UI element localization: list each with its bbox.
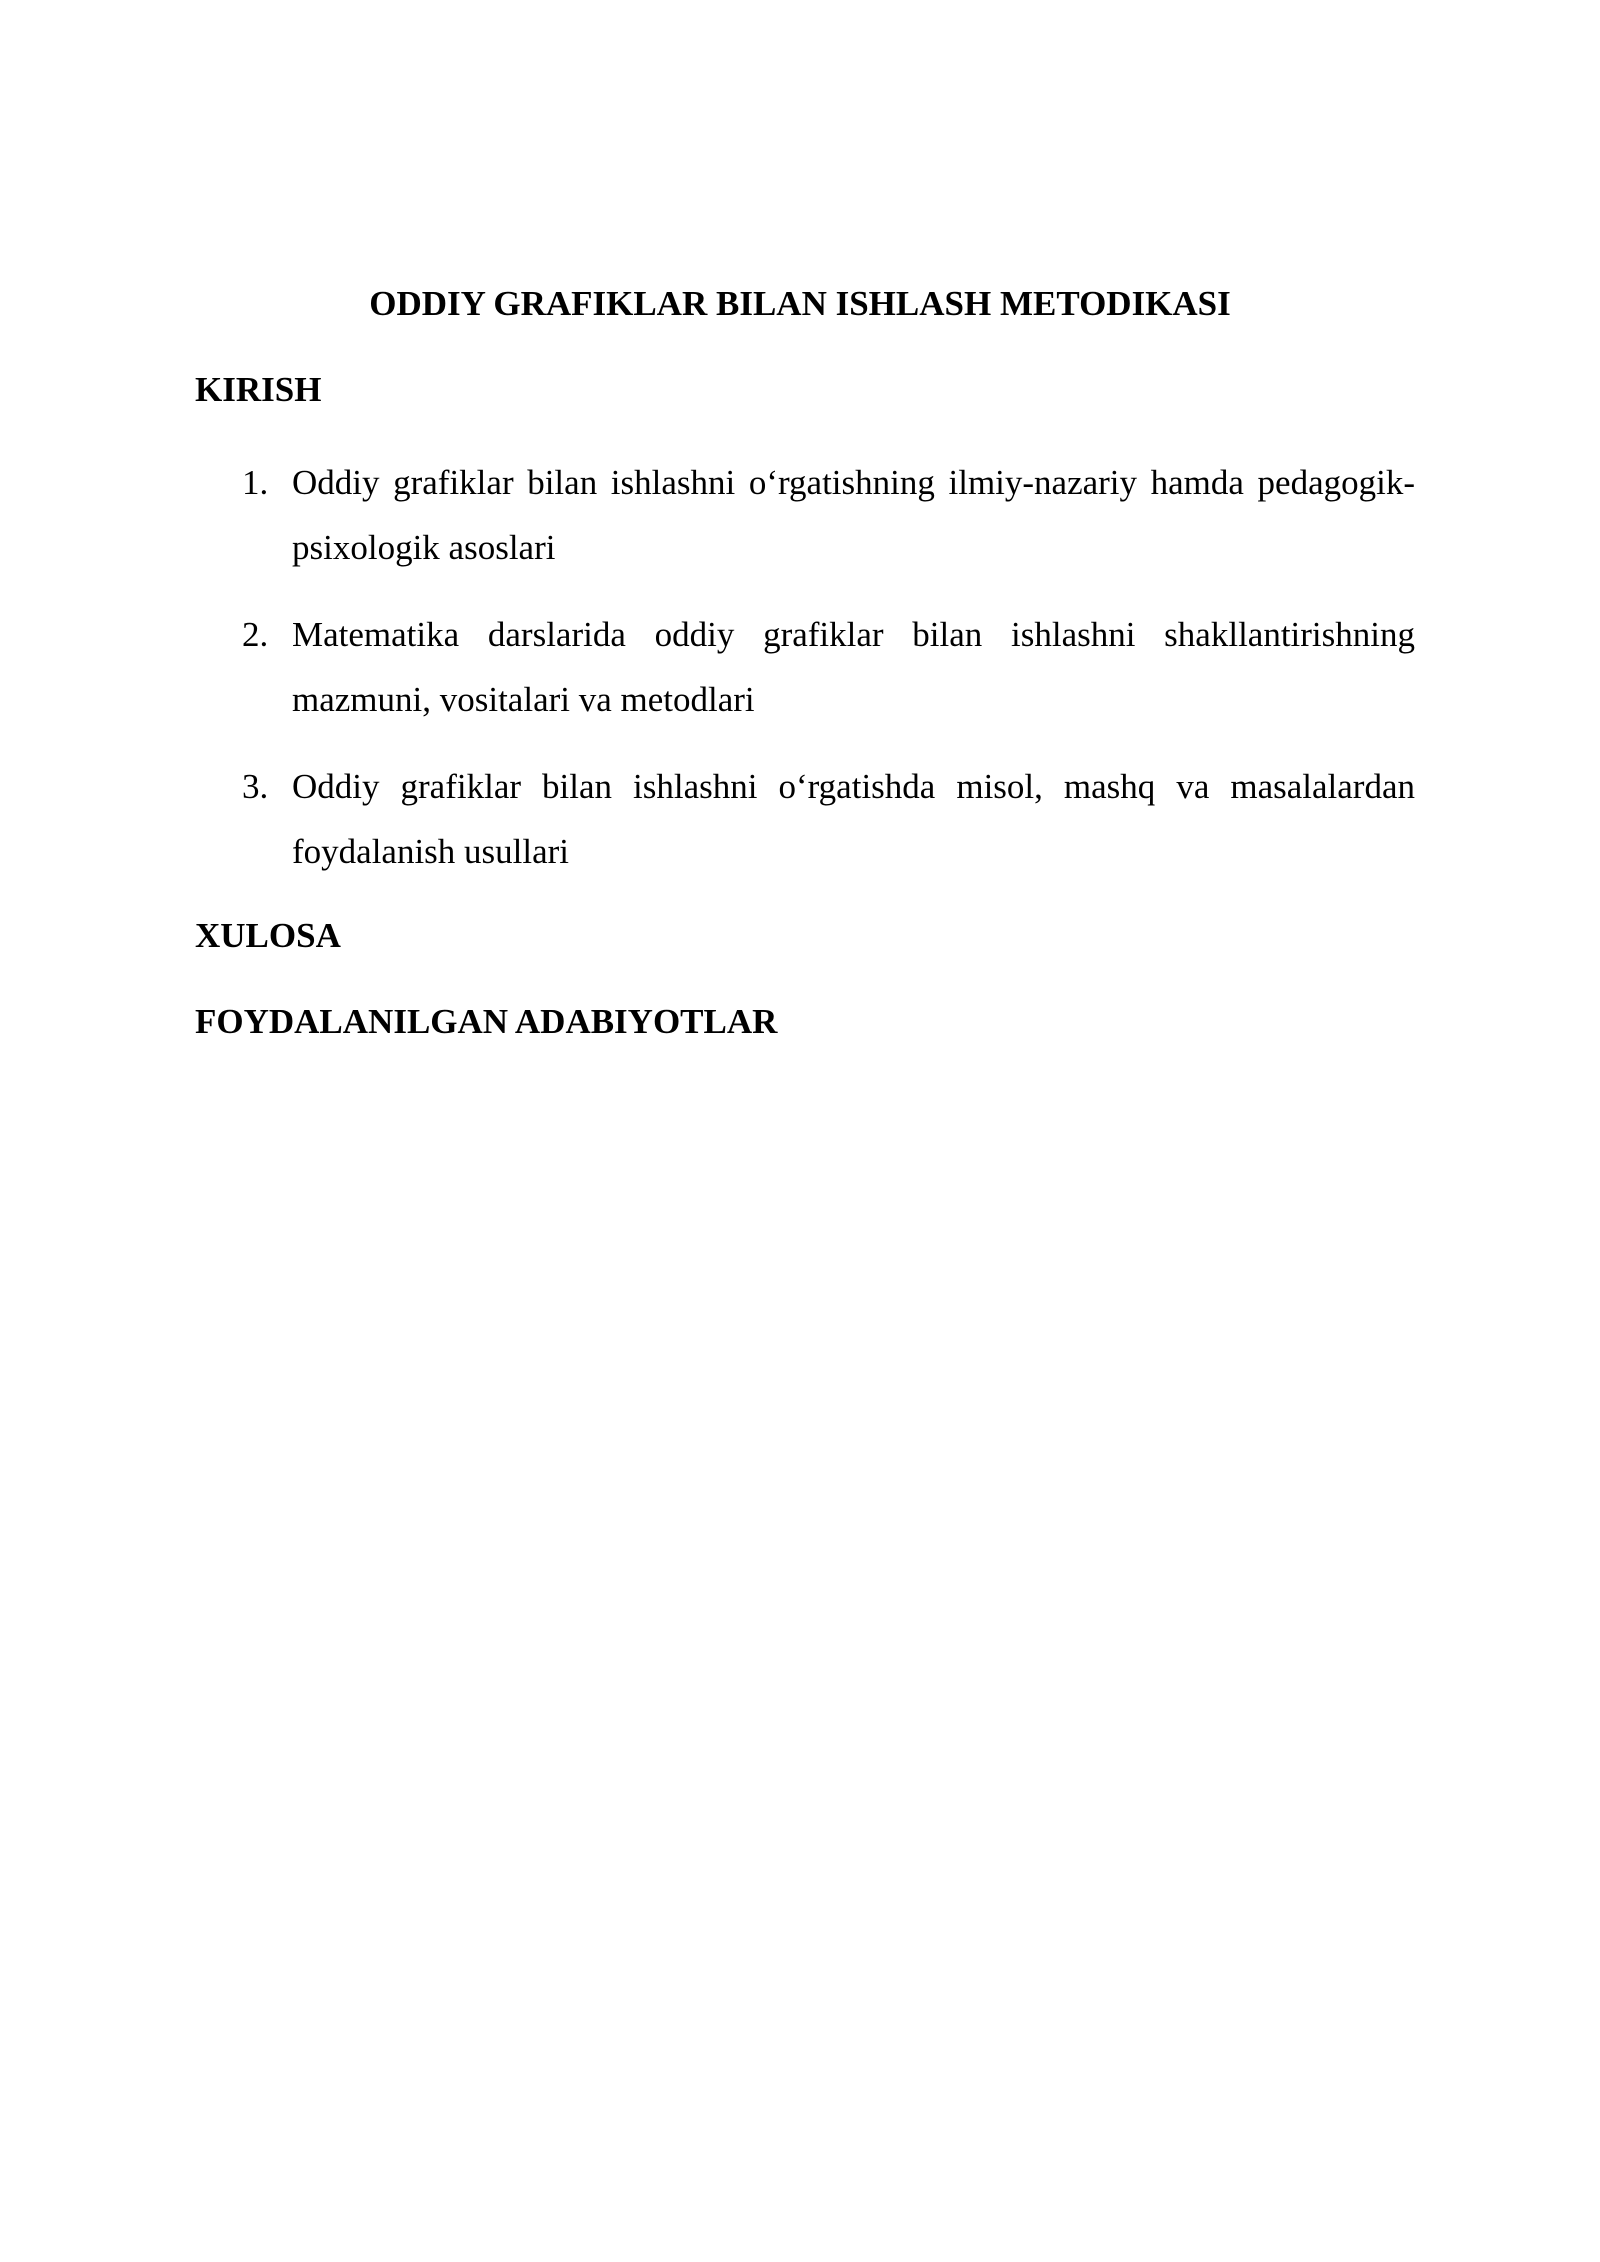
chapter-text: Oddiy grafiklar bilan ishlashni o‘rgatishda misol, mashq va masalalardan foydalanish usullari [292, 767, 1415, 871]
chapter-item [195, 754, 1415, 884]
chapter-number: 2. [242, 615, 269, 654]
references-heading: FOYDALANILGAN ADABIYOTLAR [195, 1002, 778, 1041]
chapter-list [195, 450, 1415, 906]
chapter-item [195, 602, 1415, 732]
chapter-item [195, 450, 1415, 580]
intro-heading: KIRISH [195, 370, 322, 409]
chapter-text: Matematika darslarida oddiy grafiklar bilan ishlashni shakllantirishning mazmuni, vositalari va metodlari [292, 615, 1415, 719]
conclusion-heading: XULOSA [195, 916, 341, 955]
page-title: ODDIY GRAFIKLAR BILAN ISHLASH METODIKASI [369, 284, 1231, 323]
chapter-number: 1. [242, 463, 269, 502]
chapter-number: 3. [242, 767, 269, 806]
chapter-text: Oddiy grafiklar bilan ishlashni o‘rgatishning ilmiy-nazariy hamda pedagogik-psixologik asoslari [292, 463, 1415, 567]
